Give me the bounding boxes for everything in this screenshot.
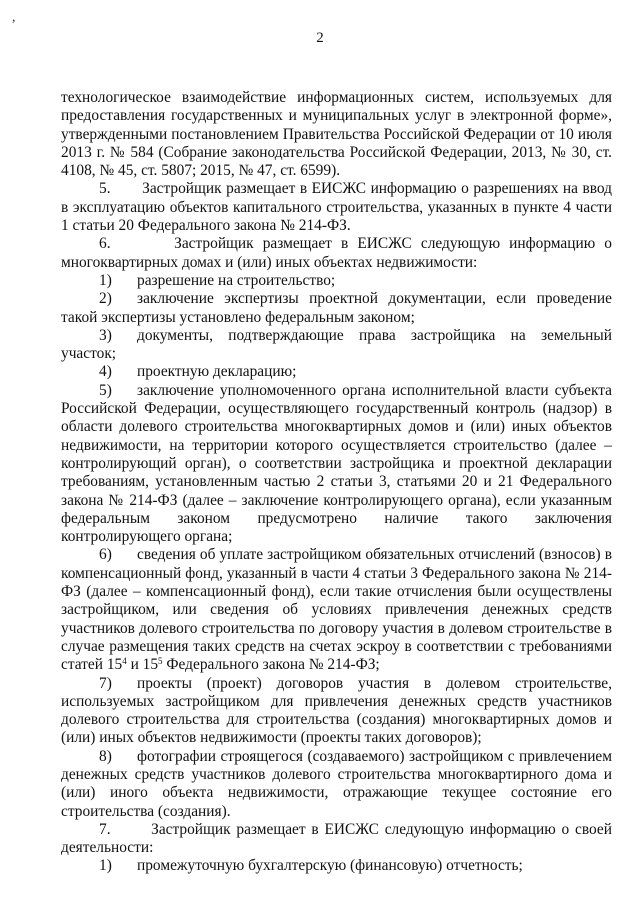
list-item: [61, 327, 612, 364]
paragraph-5: 5. Застройщик размещает в ЕИСЖС информацию о разрешениях на ввод в эксплуатацию объектов капитального строительства, указанных в пункте 4 части 1 статьи 20 Федерального закона № 214-ФЗ.: [61, 180, 612, 235]
list-item-text: проектную декларацию;: [137, 363, 297, 381]
list-item: [61, 857, 612, 875]
list-item-number: 3): [99, 326, 112, 344]
list-item-number: 1): [99, 271, 112, 289]
list-item-number: 5): [99, 381, 112, 399]
list-item-number: 1): [99, 857, 112, 875]
list-item: [61, 546, 612, 674]
list-item-number: 7): [99, 674, 112, 692]
list-item-text: разрешение на строительство;: [137, 271, 336, 289]
list-item: [61, 382, 612, 547]
paragraph-6: 6. Застройщик размещает в ЕИСЖС следующую информацию о многоквартирных домах и (или) иных объектах недвижимости:: [61, 235, 612, 271]
list-item: [61, 748, 612, 821]
list-item-text: проекты (проект) договоров участия в долевом строительстве, используемых застройщиком для привлечения денежных средств участников долевого строительства для строительства (создания) многоквартирных домов и (или) иных объектов недвижимости (проекты таких договоров);: [61, 674, 612, 747]
page-number: 2: [316, 30, 324, 46]
superscript: 4: [122, 656, 127, 667]
list-item-number: 2): [99, 290, 112, 308]
list-item-number: 8): [99, 747, 112, 765]
document-body: [61, 89, 612, 876]
list-item: [61, 363, 612, 381]
list-item: [61, 675, 612, 748]
superscript: 5: [158, 656, 163, 667]
list-item-text: фотографии строящегося (создаваемого) застройщиком с привлечением денежных средств участников долевого строительства многоквартирного дома и (или) иного объекта недвижимости, отражающие текущее состояние его строительства (создания).: [61, 747, 612, 820]
list-item-number: 6): [99, 546, 112, 564]
list-item: [61, 272, 612, 290]
paragraph-intro-continuation: технологическое взаимодействие информационных систем, используемых для предоставления государственных и муниципальных услуг в электронной форме», утвержденными постановлением Правительства Российской Федерации от 10 июля 2013 г. № 584 (Собрание законодательства Российской Федерации, 2013, № 30, ст. 4108, № 45, ст. 5807; 2015, № 47, ст. 6599).: [61, 89, 612, 180]
list-item-text: документы, подтверждающие права застройщика на земельный участок;: [61, 326, 612, 363]
list-item-text: заключение уполномоченного органа исполнительной власти субъекта Российской Федерации, осуществляющего государственный контроль (надзор) в области долевого строительства многоквартирных домов и (или) иных объектов недвижимости, на территории которого осуществляется строительство (далее – контролирующий орган), о соответствии застройщика и проектной декларации требованиям, установленным частью 2 статьи 3, статьями 20 и 21 Федерального закона № 214-ФЗ (далее – заключение контролирующего органа), если указанным федеральным законом предусмотрено наличие такого заключения контролирующего органа;: [61, 381, 612, 546]
list-item: [61, 290, 612, 327]
list-item-text: Федерального закона № 214-ФЗ;: [162, 656, 380, 674]
list-item-text: заключение экспертизы проектной документации, если проведение такой экспертизы установлено федеральным законом;: [61, 290, 612, 326]
list-item-number: 4): [99, 363, 112, 381]
list-item-text: и 15: [126, 656, 159, 674]
paragraph-7: 7. Застройщик размещает в ЕИСЖС следующую информацию о своей деятельности:: [61, 820, 612, 857]
list-item-text: промежуточную бухгалтерскую (финансовую) отчетность;: [137, 857, 523, 875]
corner-mark: ,: [12, 10, 16, 25]
list-item-text: сведения об уплате застройщиком обязательных отчислений (взносов) в компенсационный фонд, указанный в части 4 статьи 3 Федерального закона № 214-ФЗ (далее – компенсационный фонд), если такие отчисления были осуществлены застройщиком, или сведения об условиях привлечения денежных средств участников долевого строительства по договору участия в долевом строительстве в случае размещения таких средств на счетах эскроу в соответствии с требованиями статей 15: [61, 546, 612, 674]
